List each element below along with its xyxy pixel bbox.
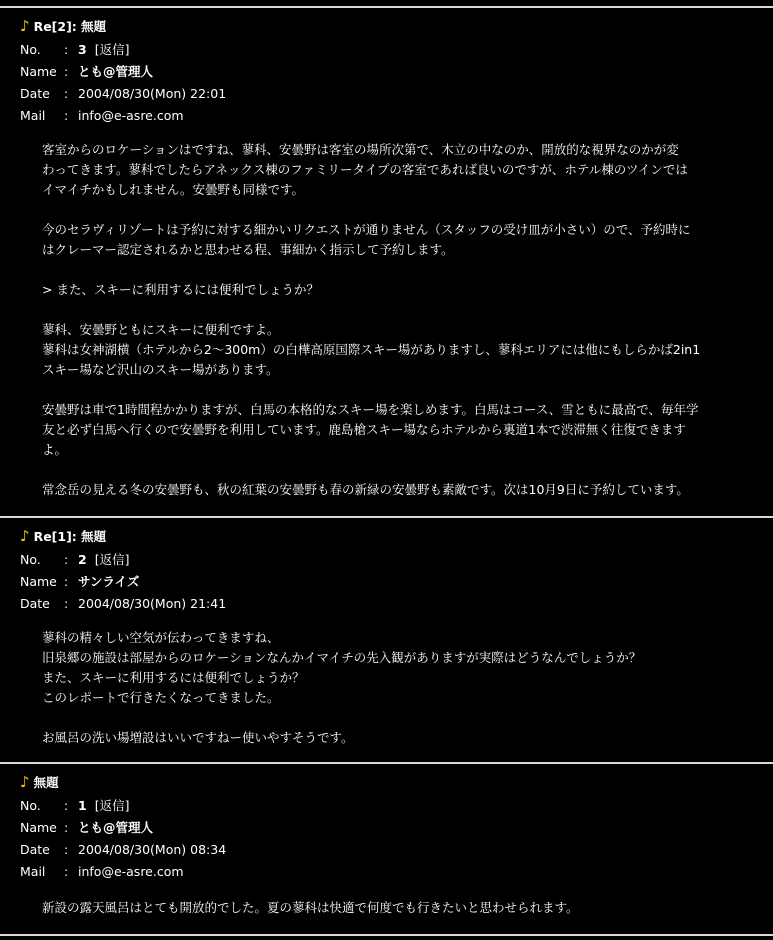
colon: :	[64, 108, 69, 123]
body-line: よ。	[42, 442, 68, 457]
divider	[0, 516, 773, 518]
author-name: とも@管理人	[78, 64, 154, 79]
reply-link[interactable]: [返信]	[94, 798, 130, 813]
divider	[0, 762, 773, 764]
no-label: No.	[20, 798, 41, 813]
post-title-text: Re[2]: 無題	[33, 19, 107, 34]
colon: :	[64, 64, 69, 79]
post-body	[42, 628, 742, 748]
body-line: このレポートで行きたくなってきました。	[42, 690, 280, 705]
colon: :	[64, 820, 69, 835]
post-number-row	[20, 40, 129, 60]
quoted-line: > また、スキーに利用するには便利でしょうか？	[42, 282, 319, 297]
body-line: 安曇野は車で1時間程かかりますが、白馬の本格的なスキー場を楽しめます。白馬はコース、雪ともに最高で、毎年学	[42, 402, 699, 417]
post-date-row	[20, 840, 226, 860]
post-date-row	[20, 84, 226, 104]
name-label: Name	[20, 574, 57, 589]
colon: :	[64, 596, 69, 611]
post-mail-row	[20, 862, 184, 882]
name-label: Name	[20, 64, 57, 79]
body-line: 友と必ず白馬へ行くので安曇野を利用しています。鹿島槍スキー場ならホテルから裏道1本で渋滞無く往復できます	[42, 422, 686, 437]
post-number-row	[20, 550, 129, 570]
colon: :	[64, 842, 69, 857]
post-mail-row	[20, 106, 184, 126]
post-number: 2	[78, 552, 87, 567]
name-label: Name	[20, 820, 57, 835]
body-line: 新設の露天風呂はとても開放的でした。夏の蓼科は快適で何度でも行きたいと思わせられます。	[42, 900, 579, 915]
mail-label: Mail	[20, 108, 46, 123]
music-note-icon: ♪	[20, 17, 30, 35]
reply-link[interactable]: [返信]	[94, 42, 130, 57]
post-body	[42, 898, 742, 918]
body-line: はクレーマー認定されるかと思わせる程、事細かく指示して予約します。	[42, 242, 454, 257]
colon: :	[64, 864, 69, 879]
colon: :	[64, 42, 69, 57]
body-line: 蓼科は女神湖横（ホテルから2〜300m）の白樺高原国際スキー場がありますし、蓼科エリアには他にもしらかば2in1	[42, 342, 701, 357]
divider	[0, 934, 773, 936]
body-line	[42, 708, 742, 728]
post-number: 1	[78, 798, 87, 813]
post-number-row	[20, 796, 129, 816]
body-line	[42, 380, 742, 400]
post-title-text: Re[1]: 無題	[33, 529, 107, 544]
date-label: Date	[20, 842, 50, 857]
post-date: 2004/08/30(Mon) 08:34	[78, 842, 227, 857]
body-line: また、スキーに利用するには便利でしょうか？	[42, 670, 305, 685]
music-note-icon: ♪	[20, 527, 30, 545]
post-title	[20, 526, 106, 546]
post-date: 2004/08/30(Mon) 21:41	[78, 596, 227, 611]
body-line	[42, 460, 742, 480]
mail-link[interactable]: info@e-asre.com	[78, 864, 184, 879]
post-name-row	[20, 62, 153, 82]
mail-label: Mail	[20, 864, 46, 879]
reply-link[interactable]: [返信]	[94, 552, 130, 567]
author-name: とも@管理人	[78, 820, 154, 835]
body-line	[42, 260, 742, 280]
body-line	[42, 200, 742, 220]
date-label: Date	[20, 86, 50, 101]
colon: :	[64, 574, 69, 589]
post-date: 2004/08/30(Mon) 22:01	[78, 86, 227, 101]
no-label: No.	[20, 42, 41, 57]
body-line: 客室からのロケーションはですね、蓼科、安曇野は客室の場所次第で、木立の中なのか、開放的な視界なのかが変	[42, 142, 679, 157]
body-line: 旧泉郷の施設は部屋からのロケーションなんかイマイチの先入観がありますが実際はどうなんでしょうか？	[42, 650, 642, 665]
body-line: 今のセラヴィリゾートは予約に対する細かいリクエストが通りません（スタッフの受け皿が小さい）ので、予約時に	[42, 222, 691, 237]
post-name-row	[20, 572, 139, 592]
no-label: No.	[20, 552, 41, 567]
post-body	[42, 140, 742, 500]
colon: :	[64, 552, 69, 567]
post-number: 3	[78, 42, 87, 57]
music-note-icon: ♪	[20, 773, 30, 791]
divider	[0, 6, 773, 8]
body-line: 蓼科、安曇野ともにスキーに便利ですよ。	[42, 322, 280, 337]
body-line: お風呂の洗い場増設はいいですねー使いやすそうです。	[42, 730, 354, 745]
body-line: 常念岳の見える冬の安曇野も、秋の紅葉の安曇野も春の新緑の安曇野も素敵です。次は10月9日に予約しています。	[42, 482, 689, 497]
post-title	[20, 772, 59, 792]
colon: :	[64, 86, 69, 101]
post-title-text: 無題	[33, 775, 59, 790]
body-line: イマイチかもしれません。安曇野も同様です。	[42, 182, 305, 197]
body-line: スキー場など沢山のスキー場があります。	[42, 362, 279, 377]
mail-link[interactable]: info@e-asre.com	[78, 108, 184, 123]
body-line	[42, 300, 742, 320]
post-date-row	[20, 594, 226, 614]
post-name-row	[20, 818, 153, 838]
post-title	[20, 16, 106, 36]
colon: :	[64, 798, 69, 813]
body-line: わってきます。蓼科でしたらアネックス棟のファミリータイプの客室であれば良いのですが、ホテル棟のツインでは	[42, 162, 688, 177]
date-label: Date	[20, 596, 50, 611]
body-line: 蓼科の精々しい空気が伝わってきますね、	[42, 630, 280, 645]
author-name: サンライズ	[78, 574, 140, 589]
